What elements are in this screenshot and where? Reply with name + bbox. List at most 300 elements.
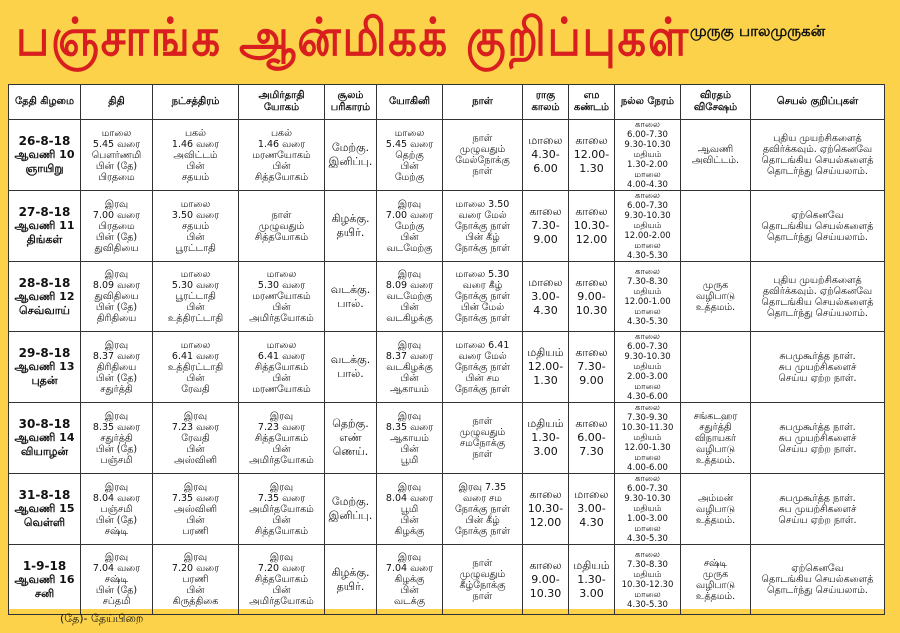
cell-line: 12.00 xyxy=(575,233,608,246)
cell-line: 1.46 வரை xyxy=(171,138,220,150)
naal-cell xyxy=(443,403,523,474)
cell-line: வடகிழக்கு xyxy=(386,313,433,324)
cell-line: ஆவணி 13 xyxy=(14,360,75,373)
cell-line: 4.30-5.30 xyxy=(627,316,668,327)
cell-line: காலை xyxy=(529,488,562,501)
cell-line: தெற்கு xyxy=(395,149,424,161)
cell-line: பின் (தே) xyxy=(95,443,138,455)
cell-line: நோக்கு நாள் xyxy=(455,525,510,537)
cell-line: உத்தமம். xyxy=(695,454,736,466)
cell-line: பூரட்டாதி xyxy=(175,291,216,302)
cell-line: பூரட்டாதி xyxy=(175,242,216,254)
cell-line: அமிர்தயோகம் xyxy=(249,503,314,515)
cell-line: உத்திரட்டாதி xyxy=(167,313,224,324)
soolam-cell xyxy=(325,474,377,545)
cell-line: 8.09 வரை xyxy=(92,280,141,291)
cell-line: மரணயோகம் xyxy=(252,149,311,161)
star-cell xyxy=(153,403,239,474)
cell-line: தொடர்ந்து செய்யலாம். xyxy=(767,231,868,243)
cell-line: 7.30-9.30 xyxy=(627,413,668,423)
cell-line: 3.00 xyxy=(533,445,558,458)
column-header: எம கண்டம் xyxy=(569,85,615,120)
cell-line: 7.30-8.30 xyxy=(627,559,668,570)
cell-line: சமநோக்கு xyxy=(459,438,506,449)
cell-line: பரணி xyxy=(182,525,209,537)
cell-line: 29-8-18 xyxy=(18,346,71,360)
cell-line: பின் xyxy=(400,443,419,455)
nalla-neram-cell xyxy=(615,120,681,191)
cell-line: 6.00- xyxy=(577,431,606,444)
cell-line: 10.30 xyxy=(529,586,562,600)
page-header xyxy=(0,0,900,80)
cell-line: பின் (தே) xyxy=(95,585,138,596)
cell-line: சதயம் xyxy=(181,220,210,232)
cell-line: மாலை xyxy=(101,127,132,139)
page-title: பஞ்சாங்க ஆன்மிகக் குறிப்புகள் xyxy=(16,8,690,68)
soolam-cell xyxy=(325,120,377,191)
cell-line: காலை xyxy=(529,558,562,572)
viratham-cell xyxy=(681,191,751,262)
table-row xyxy=(9,332,885,403)
yogini-cell xyxy=(377,403,443,474)
cell-line: 12.00- xyxy=(527,360,564,373)
cell-line: பால். xyxy=(337,367,364,380)
cell-line: 4.30-5.30 xyxy=(627,534,668,544)
cell-line: மாலை 5.30 xyxy=(455,269,510,280)
cell-line: 6.00 xyxy=(533,162,558,175)
cell-line: 12.00-1.00 xyxy=(624,296,671,307)
cell-line: சுப முயற்சிகளைச் xyxy=(778,361,857,373)
cell-line: 4.30-5.30 xyxy=(627,599,668,610)
raagu-kalam-cell xyxy=(523,191,569,262)
cell-line: பின் xyxy=(400,302,419,313)
cell-line: நோக்கு நாள் xyxy=(455,383,510,395)
cell-line: 27-8-18 xyxy=(18,205,71,219)
notes-cell xyxy=(751,332,885,403)
cell-line: இரவு xyxy=(397,552,422,563)
cell-line: உத்தமம். xyxy=(695,514,736,526)
panchangam-table xyxy=(8,84,885,615)
cell-line: மதியம் xyxy=(527,417,564,430)
cell-line: தொடங்கிய செயல்களைத் xyxy=(761,296,874,308)
star-cell xyxy=(153,545,239,615)
cell-line: சதுர்த்தி xyxy=(100,432,133,444)
thithi-cell xyxy=(81,262,153,332)
cell-line: பின் xyxy=(400,514,419,526)
yogam-cell xyxy=(239,474,325,545)
cell-line: 4.30 xyxy=(533,303,558,317)
cell-line: காலை xyxy=(529,205,562,218)
cell-line: திங்கள் xyxy=(26,233,63,246)
cell-line: ணெய். xyxy=(332,445,369,458)
viratham-cell xyxy=(681,120,751,191)
cell-line: 12.00-1.30 xyxy=(624,443,671,453)
cell-line: இரவு xyxy=(104,481,129,493)
cell-line: 5.30 வரை xyxy=(257,280,306,291)
cell-line: 7.04 வரை xyxy=(385,563,434,574)
cell-line: 7.00 வரை xyxy=(92,209,141,221)
cell-line: 9.30-10.30 xyxy=(624,352,671,362)
cell-line: மேல்நோக்கு xyxy=(455,155,510,166)
cell-line: இரவு xyxy=(397,269,422,280)
cell-line: மாலை xyxy=(180,198,211,210)
date-cell xyxy=(9,474,81,545)
header-row xyxy=(9,85,885,120)
thithi-cell xyxy=(81,191,153,262)
cell-line: ஆவணி 15 xyxy=(14,502,75,515)
cell-line: மேற்கு. xyxy=(331,495,370,508)
cell-line: செய்ய ஏற்ற நாள். xyxy=(778,443,857,455)
cell-line: 7.35 வரை xyxy=(257,492,306,504)
cell-line: 6.00-7.30 xyxy=(627,130,668,140)
cell-line: 6.00-7.30 xyxy=(627,342,668,352)
cell-line: 8.35 வரை xyxy=(92,421,141,433)
cell-line: பின் xyxy=(186,372,205,384)
cell-line: 7.30-8.30 xyxy=(627,276,668,287)
cell-line: மதியம் xyxy=(633,221,662,231)
cell-line: நோக்கு நாள் xyxy=(455,220,510,232)
naal-cell xyxy=(443,120,523,191)
cell-line: மதியம் xyxy=(633,504,662,514)
cell-line: மாலை xyxy=(634,589,661,600)
cell-line: 9.00- xyxy=(531,572,560,586)
column-header: அமிர்தாதி யோகம் xyxy=(239,85,325,120)
cell-line: திரிதியை xyxy=(96,313,137,324)
cell-line: பின் xyxy=(186,160,205,172)
cell-line: அஸ்வினி xyxy=(174,454,217,466)
cell-line: இரவு xyxy=(269,481,294,493)
cell-line: ஞாயிறு xyxy=(25,162,64,175)
cell-line: வடமேற்கு xyxy=(386,291,433,302)
cell-line: காலை xyxy=(635,474,660,484)
cell-line: மேற்கு. xyxy=(331,141,370,154)
cell-line: சங்கடஹர xyxy=(693,410,738,422)
cell-line: மாலை 3.50 xyxy=(455,198,510,210)
naal-cell xyxy=(443,545,523,615)
cell-line: 7.04 வரை xyxy=(92,563,141,574)
cell-line: சித்தயோகம் xyxy=(254,231,309,243)
cell-line: நாள் xyxy=(472,166,493,177)
cell-line: வடக்கு xyxy=(393,596,426,607)
viratham-cell xyxy=(681,332,751,403)
cell-line: முழுவதும் xyxy=(459,568,506,580)
notes-cell xyxy=(751,191,885,262)
cell-line: மேற்கு xyxy=(394,220,425,232)
raagu-kalam-cell xyxy=(523,120,569,191)
cell-line: ஆவணி 14 xyxy=(14,431,75,444)
cell-line: சித்தயோகம் xyxy=(254,171,309,183)
cell-line: 7.23 வரை xyxy=(257,421,306,433)
column-header: ராகு காலம் xyxy=(523,85,569,120)
cell-line: மதியம் xyxy=(573,558,610,572)
column-header: நல்ல நேரம் xyxy=(615,85,681,120)
cell-line: துவிதியை xyxy=(94,291,139,302)
cell-line: 10.30-12.30 xyxy=(621,579,674,590)
cell-line: முழுவதும் xyxy=(459,427,506,438)
cell-line: நோக்கு நாள் xyxy=(455,242,510,254)
cell-line: 4.30- xyxy=(531,148,560,161)
cell-line: சுப முயற்சிகளைச் xyxy=(778,503,857,515)
cell-line: தயிர். xyxy=(336,579,365,593)
cell-line: காலை xyxy=(575,134,608,147)
cell-line: முழுவதும் xyxy=(459,144,506,155)
cell-line: முருக xyxy=(702,568,729,580)
cell-line: 31-8-18 xyxy=(18,488,71,502)
cell-line: சித்தயோகம் xyxy=(254,432,309,444)
yogam-cell xyxy=(239,191,325,262)
cell-line: 8.37 வரை xyxy=(92,350,141,362)
cell-line: இரவு 7.35 xyxy=(458,481,507,493)
cell-line: வியாழன் xyxy=(20,445,69,458)
cell-line: நோக்கு நாள் xyxy=(455,313,510,324)
yogam-cell xyxy=(239,403,325,474)
cell-line: ஏற்கெனவே xyxy=(791,563,844,574)
cell-line: தொடங்கிய செயல்களைத் xyxy=(761,220,874,232)
date-cell xyxy=(9,332,81,403)
cell-line: திரிதியை xyxy=(96,361,137,373)
cell-line: தயிர். xyxy=(336,226,365,239)
raagu-kalam-cell xyxy=(523,332,569,403)
nalla-neram-cell xyxy=(615,332,681,403)
cell-line: கிழக்கு. xyxy=(331,565,370,579)
cell-line: 1.00-3.00 xyxy=(627,514,668,524)
cell-line: சுப முயற்சிகளைச் xyxy=(778,432,857,444)
cell-line: மதியம் xyxy=(633,286,662,297)
star-cell xyxy=(153,474,239,545)
cell-line: 10.30 xyxy=(575,303,608,317)
cell-line: 1.30 xyxy=(533,374,558,387)
cell-line: வழிபாடு xyxy=(696,291,735,302)
cell-line: உத்தமம். xyxy=(695,302,736,313)
cell-line: வெள்ளி xyxy=(23,516,66,529)
cell-line: புதன் xyxy=(31,374,58,387)
cell-line: பின் xyxy=(272,443,291,455)
cell-line: சதுர்த்தி xyxy=(699,421,732,433)
cell-line: சஷ்டி xyxy=(104,525,129,537)
cell-line: 12.00 xyxy=(529,516,562,529)
date-cell xyxy=(9,403,81,474)
column-header: விரதம் விசேஷம் xyxy=(681,85,751,120)
cell-line: இனிப்பு. xyxy=(328,155,373,168)
cell-line: 3.50 வரை xyxy=(171,209,220,221)
star-cell xyxy=(153,332,239,403)
cell-line: 9.00 xyxy=(579,374,604,387)
cell-line: 5.45 வரை xyxy=(92,138,141,150)
yogini-cell xyxy=(377,120,443,191)
column-header: திதி xyxy=(81,85,153,120)
cell-line: பின் கீழ் xyxy=(465,514,500,526)
cell-line: அம்மன் xyxy=(697,492,734,504)
cell-line: 9.30-10.30 xyxy=(624,140,671,150)
cell-line: அவிட்டம். xyxy=(691,155,740,166)
cell-line: காலை xyxy=(635,120,660,130)
star-cell xyxy=(153,262,239,332)
cell-line: வரை மேல் xyxy=(458,209,507,221)
table-row xyxy=(9,120,885,191)
cell-line: பின் xyxy=(186,585,205,596)
cell-line: பின் xyxy=(400,585,419,596)
cell-line: உத்திரட்டாதி xyxy=(167,361,224,373)
thithi-cell xyxy=(81,120,153,191)
cell-line: அஸ்வினி xyxy=(174,503,217,515)
cell-line: புதிய முயற்சிகளைத் xyxy=(773,133,862,144)
star-cell xyxy=(153,120,239,191)
cell-line: மாலை xyxy=(528,134,563,147)
soolam-cell xyxy=(325,332,377,403)
cell-line: 3.00 xyxy=(579,586,604,600)
cell-line: பின் xyxy=(186,443,205,455)
footnote: (தே)- தேய்பிறை xyxy=(60,612,144,625)
cell-line: செவ்வாய் xyxy=(19,303,70,317)
cell-line: 8.04 வரை xyxy=(385,492,434,504)
cell-line: நாள் xyxy=(472,449,493,460)
column-header: யோகினி xyxy=(377,85,443,120)
cell-line: மாலை xyxy=(394,127,425,139)
cell-line: 3.00- xyxy=(577,502,606,515)
cell-line: துவிதியை xyxy=(94,242,139,254)
cell-line: மாலை xyxy=(634,306,661,317)
cell-line: 8.35 வரை xyxy=(385,421,434,433)
cell-line: 28-8-18 xyxy=(18,275,71,290)
soolam-cell xyxy=(325,403,377,474)
yogam-cell xyxy=(239,262,325,332)
cell-line: வரை சம xyxy=(463,492,502,504)
cell-line: ஆவணி 16 xyxy=(14,572,75,586)
cell-line: 7.00 வரை xyxy=(385,209,434,221)
cell-line: சித்தயோகம் xyxy=(254,525,309,537)
cell-line: உத்தமம். xyxy=(695,590,736,602)
cell-line: சித்தயோகம் xyxy=(254,574,309,585)
cell-line: தொடங்கிய செயல்களைத் xyxy=(761,574,874,585)
cell-line: அமிர்தயோகம் xyxy=(249,596,314,607)
soolam-cell xyxy=(325,191,377,262)
cell-line: 6.00-7.30 xyxy=(627,484,668,494)
yogini-cell xyxy=(377,332,443,403)
cell-line: மாலை xyxy=(634,453,661,463)
cell-line: பின் xyxy=(400,372,419,384)
notes-cell xyxy=(751,474,885,545)
column-header: சூலம் பரிகாரம் xyxy=(325,85,377,120)
author-name: முருகு பாலமுருகன் xyxy=(690,22,826,40)
cell-line: 10.30- xyxy=(573,219,610,232)
cell-line: 30-8-18 xyxy=(18,417,71,431)
cell-line: மதியம் xyxy=(633,433,662,443)
cell-line: வரை கீழ் xyxy=(462,280,503,291)
cell-line: மாலை xyxy=(180,269,211,280)
cell-line: 6.41 வரை xyxy=(257,350,306,362)
cell-line: சுபமுகூர்த்த நாள். xyxy=(779,421,856,433)
cell-line: பின் xyxy=(400,231,419,243)
cell-line: பின் மேல் xyxy=(460,302,505,313)
cell-line: இரவு xyxy=(183,552,208,563)
cell-line: பஞ்சமி xyxy=(100,454,133,466)
cell-line: 7.20 வரை xyxy=(257,563,306,574)
cell-line: மாலை xyxy=(266,269,297,280)
cell-line: சப்தமி xyxy=(102,596,131,607)
cell-line: செய்ய ஏற்ற நாள். xyxy=(778,514,857,526)
nalla-neram-cell xyxy=(615,545,681,615)
thithi-cell xyxy=(81,474,153,545)
cell-line: பின் xyxy=(186,231,205,243)
raagu-kalam-cell xyxy=(523,545,569,615)
cell-line: காலை xyxy=(635,549,660,560)
cell-line: 7.30 xyxy=(579,445,604,458)
soolam-cell xyxy=(325,545,377,615)
cell-line: சுபமுகூர்த்த நாள். xyxy=(779,492,856,504)
cell-line: சஷ்டி xyxy=(703,557,728,569)
cell-line: இரவு xyxy=(269,552,294,563)
cell-line: பின் xyxy=(272,160,291,172)
cell-line: ஆவணி xyxy=(697,144,734,155)
yogini-cell xyxy=(377,474,443,545)
table-row xyxy=(9,262,885,332)
cell-line: காலை xyxy=(575,275,608,289)
cell-line: காலை xyxy=(575,205,608,218)
cell-line: மேற்கு xyxy=(394,171,425,183)
cell-line: செய்ய ஏற்ற நாள். xyxy=(778,372,857,384)
cell-line: அமிர்தயோகம் xyxy=(249,313,314,324)
cell-line: தொடர்ந்து செய்யலாம். xyxy=(767,307,868,319)
table-row xyxy=(9,403,885,474)
naal-cell xyxy=(443,191,523,262)
cell-line: கிழக்கு. xyxy=(331,212,370,225)
naal-cell xyxy=(443,474,523,545)
nalla-neram-cell xyxy=(615,191,681,262)
cell-line: மதியம் xyxy=(527,346,564,359)
cell-line: 7.20 வரை xyxy=(171,563,220,574)
cell-line: மதியம் xyxy=(633,362,662,372)
raagu-kalam-cell xyxy=(523,403,569,474)
cell-line: பின் xyxy=(400,160,419,172)
yogam-cell xyxy=(239,332,325,403)
cell-line: காலை xyxy=(635,266,660,277)
cell-line: மாலை xyxy=(634,382,661,392)
cell-line: மரணயோகம் xyxy=(252,383,311,395)
ema-kandam-cell xyxy=(569,403,615,474)
cell-line: தொடங்கிய செயல்களைத் xyxy=(761,155,874,166)
cell-line: காலை xyxy=(635,332,660,342)
cell-line: காலை xyxy=(635,403,660,413)
cell-line: பகல் xyxy=(270,127,293,139)
cell-line: பஞ்சமி xyxy=(100,503,133,515)
cell-line: இரவு xyxy=(397,339,422,351)
cell-line: 4.00-4.30 xyxy=(627,180,668,190)
cell-line: பகல் xyxy=(184,127,207,139)
cell-line: ரேவதி xyxy=(181,432,210,444)
cell-line: பௌர்ணமி xyxy=(91,149,142,161)
table-row xyxy=(9,191,885,262)
naal-cell xyxy=(443,262,523,332)
cell-line: வழிபாடு xyxy=(696,443,735,455)
cell-line: இரவு xyxy=(183,410,208,422)
table-row xyxy=(9,545,885,615)
cell-line: கிருத்திகை xyxy=(172,596,219,607)
cell-line: இரவு xyxy=(397,410,422,422)
cell-line: பிரதமை xyxy=(98,220,135,232)
cell-line: 2.00-3.00 xyxy=(627,372,668,382)
cell-line: மரணயோகம் xyxy=(252,291,311,302)
cell-line: 9.00 xyxy=(533,233,558,246)
cell-line: சித்தயோகம் xyxy=(254,361,309,373)
cell-line: பிரதமை xyxy=(98,171,135,183)
ema-kandam-cell xyxy=(569,332,615,403)
cell-line: நோக்கு நாள் xyxy=(455,503,510,515)
cell-line: 10.30-11.30 xyxy=(621,423,674,433)
cell-line: அவிட்டம் xyxy=(173,149,218,161)
cell-line: ரேவதி xyxy=(181,383,210,395)
cell-line: ஆகாயம் xyxy=(390,432,429,444)
cell-line: நாள் xyxy=(472,557,493,569)
